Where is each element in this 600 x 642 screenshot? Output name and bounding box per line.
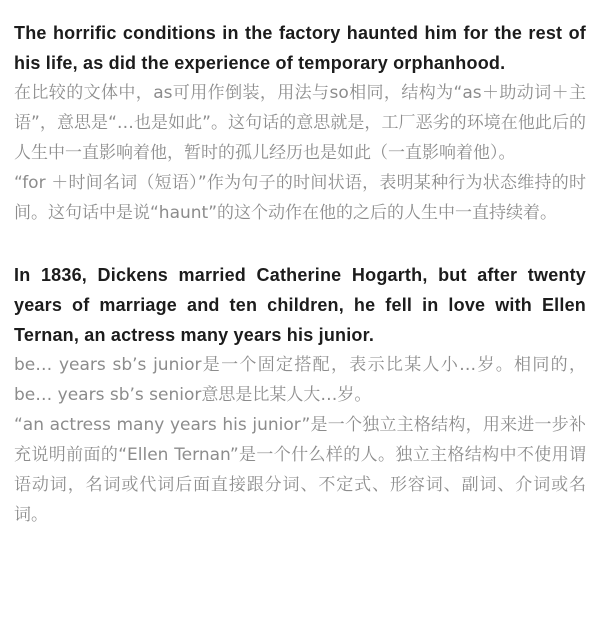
chinese-note-4: “an actress many years his junior”是一个独立主格结构，用来进一步补充说明前面的“Ellen Ternan”是一个什么样的人。独立主格结构中不使用谓语动词，名词或代词后面直接跟分词、不定式、形容词、副词、介词或名词。 [14,415,586,525]
english-sentence-2: In 1836, Dickens married Catherine Hogarth, but after twenty years of marriage and ten children, he fell in love with Ellen Ternan, an actress many years his junior. [14,265,586,345]
article-body [14,18,586,530]
section-spacer [14,228,586,260]
chinese-note-3: be… years sb’s junior是一个固定搭配，表示比某人小…岁。相同的，be… years sb’s senior意思是比某人大…岁。 [14,355,586,405]
chinese-note-1: 在比较的文体中，as可用作倒装，用法与so相同，结构为“as＋助动词＋主语”，意思是“…也是如此”。这句话的意思就是，工厂恶劣的环境在他此后的人生中一直影响着他，暂时的孤儿经历也是如此（一直影响着他）。 [14,83,586,163]
english-sentence-1: The horrific conditions in the factory haunted him for the rest of his life, as did the experience of temporary orphanhood. [14,23,586,73]
chinese-note-2: “for ＋时间名词（短语）”作为句子的时间状语，表明某种行为状态维持的时间。这句话中是说“haunt”的这个动作在他的之后的人生中一直持续着。 [14,173,586,223]
